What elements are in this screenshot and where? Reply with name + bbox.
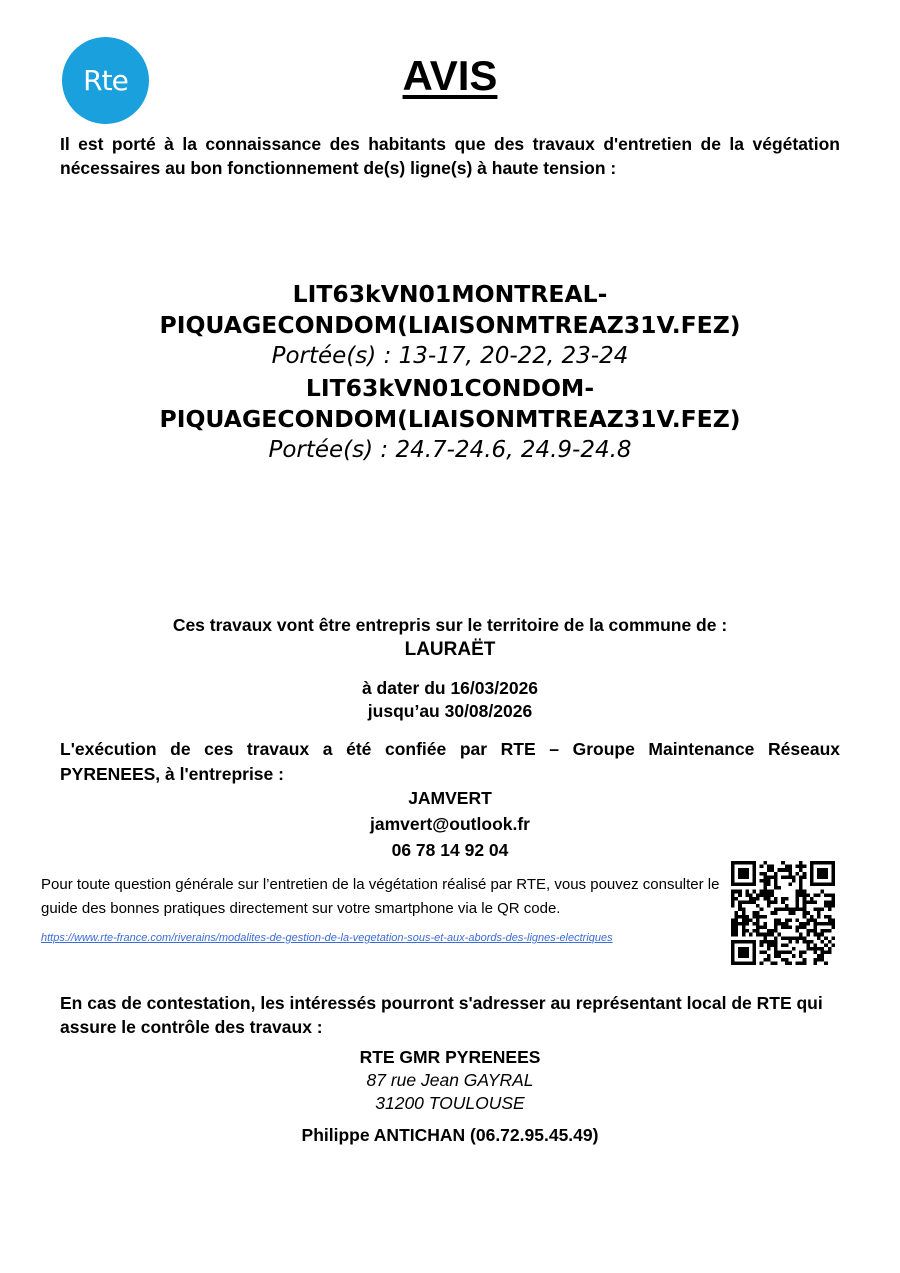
representative-contact: Philippe ANTICHAN (06.72.95.45.49) <box>301 1125 599 1145</box>
qr-code[interactable] <box>731 861 835 965</box>
representative-org: RTE GMR PYRENEES <box>359 1047 541 1067</box>
line-spans: Portée(s) : 24.7-24.6, 24.9-24.8 <box>268 437 632 463</box>
guide-link[interactable]: https://www.rte-france.com/riverains/modalites-de-gestion-de-la-vegetation-sous-et-aux-abords-des-lignes-electriques <box>41 932 613 944</box>
execution-text: L'exécution de ces travaux a été confiée par RTE – Groupe Maintenance Réseaux PYRENEES, à l'entreprise : <box>60 739 840 784</box>
date-end: jusqu’au 30/08/2026 <box>367 701 533 721</box>
company-phone: 06 78 14 92 04 <box>391 840 509 860</box>
intro-text: Il est porté à la connaissance des habitants que des travaux d'entretien de la végétation nécessaires au bon fonctionnement de(s) ligne(s) à haute tension : <box>60 134 840 178</box>
line-entry-1 <box>60 279 840 372</box>
line-name-part-1: LIT63kVN01CONDOM- <box>305 374 595 402</box>
qr-info-text: Pour toute question générale sur l’entretien de la végétation réalisé par RTE, vous pouvez consulter le guide des bonnes pratiques directement sur votre smartphone via le QR code. <box>41 876 720 917</box>
commune-label: Ces travaux vont être entrepris sur le territoire de la commune de : <box>172 615 728 635</box>
page-title: AVIS <box>402 52 498 99</box>
representative-street: 87 rue Jean GAYRAL <box>366 1070 534 1090</box>
line-entry-2 <box>60 373 840 466</box>
representative-city: 31200 TOULOUSE <box>375 1093 525 1113</box>
line-name-part-2: PIQUAGECONDOM(LIAISONMTREAZ31V.FEZ) <box>159 405 741 433</box>
logo-text: Rte <box>83 64 128 97</box>
company-name: JAMVERT <box>408 788 492 808</box>
contestation-text: En cas de contestation, les intéressés pourront s'adresser au représentant local de RTE qui assure le contrôle des travaux : <box>60 993 823 1037</box>
line-name-part-1: LIT63kVN01MONTREAL- <box>292 280 608 308</box>
commune-name: LAURAËT <box>404 639 496 660</box>
date-start: à dater du 16/03/2026 <box>361 678 539 698</box>
line-spans: Portée(s) : 13-17, 20-22, 23-24 <box>271 343 629 369</box>
company-email: jamvert@outlook.fr <box>369 814 530 834</box>
line-name-part-2: PIQUAGECONDOM(LIAISONMTREAZ31V.FEZ) <box>159 311 741 339</box>
